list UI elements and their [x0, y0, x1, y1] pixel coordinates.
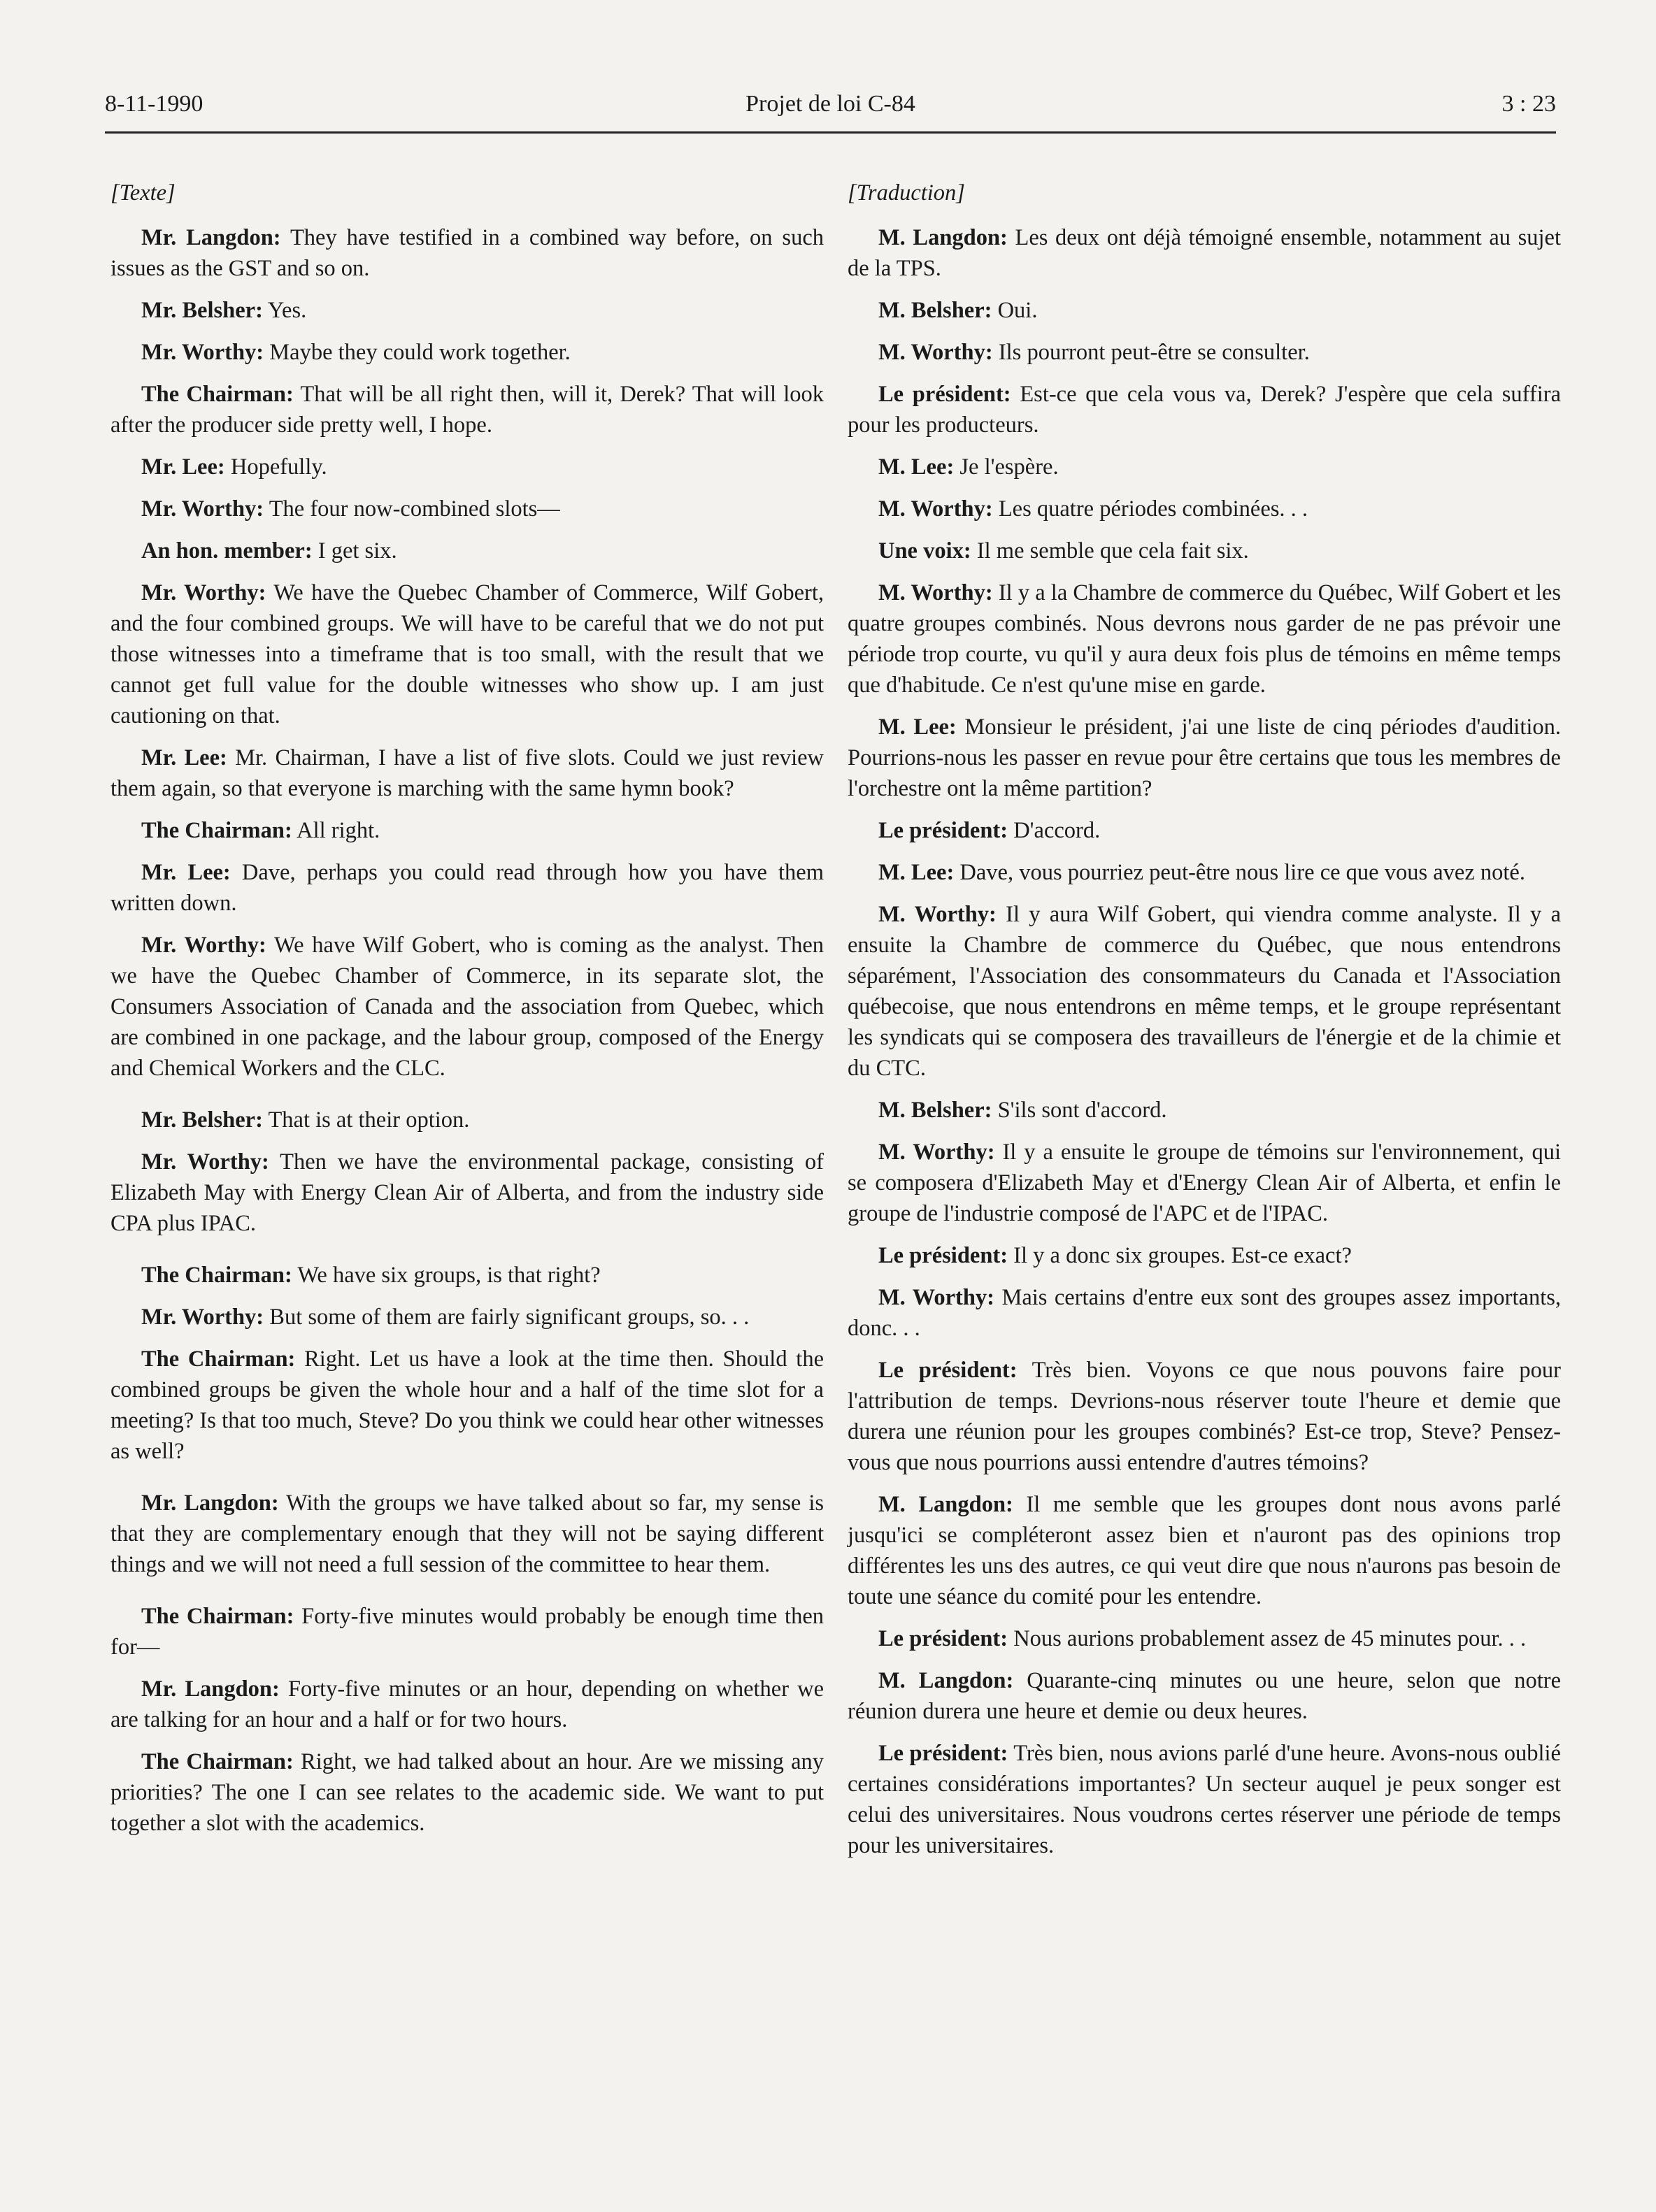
speech-text: Dave, perhaps you could read through how you have them written down.: [110, 860, 825, 916]
speech-text: All right.: [297, 818, 380, 843]
transcript-paragraph: [848, 1095, 1561, 1126]
language-tag: [Texte]: [110, 180, 176, 206]
speech-text: Nous aurions probablement assez de 45 minutes pour. . .: [1013, 1626, 1527, 1651]
header-page-number: 3 : 23: [1501, 91, 1556, 117]
speech-text: Forty-five minutes would probably be enough time then for—: [110, 1604, 824, 1660]
speaker-name: Le président:: [878, 1243, 1008, 1268]
speech-text: Très bien, nous avions parlé d'une heure. Avons-nous oublié certaines considérations importantes? Un secteur auquel je peux songer est celui des universitaires. Nous voudrons certes réserver une période de temps pour les universitaires.: [848, 1741, 1561, 1858]
speech-text: Forty-five minutes or an hour, depending on whether we are talking for an hour and a half or for two hours.: [110, 1676, 825, 1732]
speaker-name: Mr. Worthy:: [141, 933, 266, 958]
speaker-name: The Chairman:: [141, 1604, 294, 1629]
transcript-paragraph: [848, 452, 1561, 482]
speech-text: Je l'espère.: [959, 454, 1059, 480]
speech-text: Monsieur le président, j'ai une liste de cinq périodes d'audition. Pourrions-nous les passer en revue pour être certains que tous les membres de l'orchestre ont la même partition?: [848, 714, 1562, 801]
speaker-name: M. Lee:: [878, 454, 955, 480]
speaker-name: M. Langdon:: [878, 1668, 1014, 1693]
speech-text: Right, we had talked about an hour. Are we missing any priorities? The one I can see relates to the academic side. We want to put together a slot with the academics.: [110, 1749, 825, 1836]
speaker-name: Une voix:: [878, 538, 971, 563]
transcript-paragraph: [110, 857, 824, 919]
speaker-name: Mr. Langdon:: [141, 1491, 279, 1516]
speaker-name: M. Belsher:: [878, 1098, 992, 1123]
speech-text: We have the Quebec Chamber of Commerce, Wilf Gobert, and the four combined groups. We will have to be careful that we do not put those witnesses into a timeframe that is too small, with the result that we cannot get full value for the double witnesses who show up. I am just cautioning on that.: [110, 580, 824, 728]
language-tag: [Traduction]: [848, 180, 965, 206]
speaker-name: M. Langdon:: [878, 1492, 1013, 1517]
transcript-paragraph: [110, 494, 824, 524]
speaker-name: The Chairman:: [141, 1346, 296, 1372]
speech-text: They have testified in a combined way before, on such issues as the GST and so on.: [110, 225, 824, 281]
transcript-paragraph: [110, 536, 824, 566]
page-header: [105, 91, 1556, 134]
speech-text: The four now-combined slots—: [269, 496, 560, 522]
transcript-paragraph: [110, 222, 824, 284]
speaker-name: M. Worthy:: [878, 496, 993, 522]
transcript-paragraph: [110, 1601, 824, 1662]
speech-text: Les deux ont déjà témoigné ensemble, notamment au sujet de la TPS.: [848, 225, 1561, 281]
speech-text: We have Wilf Gobert, who is coming as the analyst. Then we have the Quebec Chamber of Commerce, in its separate slot, the Consumers Association of Canada and the association from Quebec, which are combined in one package, and the labour group, composed of the Energy and Chemical Workers and the CLC.: [110, 933, 824, 1081]
transcript-paragraph: [848, 1137, 1561, 1229]
speaker-name: Mr. Lee:: [141, 454, 225, 480]
speaker-name: Le président:: [878, 1741, 1008, 1766]
speech-text: That is at their option.: [268, 1107, 470, 1133]
transcript-paragraph: [848, 712, 1561, 804]
speaker-name: Mr. Worthy:: [141, 340, 264, 365]
speech-text: Right. Let us have a look at the time then. Should the combined groups be given the whole hour and a half of the time slot for a meeting? Is that too much, Steve? Do you think we could hear other witnesses as well?: [110, 1346, 825, 1464]
transcript-paragraph: [110, 337, 824, 368]
transcript-paragraph: [110, 742, 824, 804]
speaker-name: M. Lee:: [878, 860, 955, 885]
speech-text: Les quatre périodes combinées. . .: [998, 496, 1308, 522]
speech-text: D'accord.: [1013, 818, 1101, 843]
transcript-paragraph: [848, 1282, 1561, 1344]
transcript-paragraph: [110, 1488, 824, 1580]
transcript-paragraph: [848, 815, 1561, 846]
transcript-paragraph: [110, 1746, 824, 1839]
transcript-paragraph: [110, 815, 824, 846]
speaker-name: M. Worthy:: [878, 340, 993, 365]
speech-text: Hopefully.: [230, 454, 327, 480]
speech-text: Dave, vous pourriez peut-être nous lire ce que vous avez noté.: [959, 860, 1525, 885]
speech-text: Il y aura Wilf Gobert, qui viendra comme analyste. Il y a ensuite la Chambre de commerce du Québec, que nous entendrons séparément, l'Association des consommateurs du Canada et l'Association québecoise, que nous entendrons en même temps, et le groupe représentant les syndicats qui se composera des travailleurs de l'énergie et de la chimie et du CTC.: [848, 902, 1561, 1081]
transcript-paragraph: [848, 1240, 1561, 1271]
transcript-paragraph: [848, 1738, 1561, 1861]
transcript-paragraph: [848, 1489, 1561, 1612]
transcript-paragraph: [110, 379, 824, 440]
transcript-paragraph: [848, 295, 1561, 326]
transcript-paragraph: [848, 577, 1561, 701]
transcript-paragraph: [848, 379, 1561, 440]
speaker-name: M. Worthy:: [878, 902, 997, 927]
transcript-paragraph: [848, 1623, 1561, 1654]
speech-text: Il y a donc six groupes. Est-ce exact?: [1013, 1243, 1352, 1268]
french-column: [848, 175, 1561, 1872]
speaker-name: Mr. Langdon:: [141, 1676, 280, 1702]
speaker-name: M. Belsher:: [878, 298, 992, 323]
transcript-paragraph: [848, 494, 1561, 524]
speech-text: Mr. Chairman, I have a list of five slots. Could we just review them again, so that everyone is marching with the same hymn book?: [110, 745, 825, 801]
speaker-name: Le président:: [878, 382, 1011, 407]
speaker-name: The Chairman:: [141, 818, 292, 843]
speech-text: That will be all right then, will it, Derek? That will look after the producer side pretty well, I hope.: [110, 382, 824, 438]
transcript-paragraph: [848, 899, 1561, 1084]
speech-text: Il y a ensuite le groupe de témoins sur l'environnement, qui se composera d'Elizabeth May et d'Energy Clean Air of Alberta, et enfin le groupe de l'industrie composé de l'APC et de l'IPAC.: [848, 1140, 1561, 1226]
speaker-name: Le président:: [878, 818, 1008, 843]
speech-text: We have six groups, is that right?: [297, 1263, 601, 1288]
speaker-name: Mr. Langdon:: [141, 225, 281, 250]
transcript-paragraph: [110, 930, 824, 1084]
speaker-name: M. Langdon:: [878, 225, 1008, 250]
speaker-name: M. Lee:: [878, 714, 957, 740]
speaker-name: Le président:: [878, 1358, 1018, 1383]
speaker-name: Mr. Belsher:: [141, 298, 263, 323]
speaker-name: M. Worthy:: [878, 580, 993, 605]
speech-text: Très bien. Voyons ce que nous pouvons faire pour l'attribution de temps. Devrions-nous réserver toute l'heure et demie que durera une réunion pour les groupes combinés? Est-ce trop, Steve? Pensez-vous que nous pourrions aussi entendre d'autres témoins?: [848, 1358, 1561, 1475]
transcript-paragraph: [848, 222, 1561, 284]
speech-text: With the groups we have talked about so far, my sense is that they are complementary enough that they will not be saying different things and we will not need a full session of the committee to hear them.: [110, 1491, 824, 1577]
speech-text: Yes.: [267, 298, 307, 323]
english-column: [110, 175, 824, 1850]
speaker-name: Mr. Belsher:: [141, 1107, 263, 1133]
transcript-paragraph: [848, 1355, 1561, 1478]
transcript-paragraph: [110, 1674, 824, 1735]
transcript-paragraph: [110, 577, 824, 731]
transcript-paragraph: [848, 536, 1561, 566]
transcript-paragraph: [848, 337, 1561, 368]
speaker-name: Le président:: [878, 1626, 1008, 1651]
speaker-name: Mr. Lee:: [141, 860, 231, 885]
speech-text: I get six.: [317, 538, 397, 563]
speech-text: Il me semble que cela fait six.: [976, 538, 1249, 563]
transcript-paragraph: [110, 1302, 824, 1333]
speaker-name: M. Worthy:: [878, 1285, 994, 1310]
speech-text: But some of them are fairly significant groups, so. . .: [269, 1305, 750, 1330]
speech-text: Maybe they could work together.: [269, 340, 571, 365]
speech-text: Quarante-cinq minutes ou une heure, selon que notre réunion durera une heure et demie ou deux heures.: [848, 1668, 1561, 1724]
transcript-paragraph: [848, 857, 1561, 888]
transcript-paragraph: [848, 1665, 1561, 1727]
speaker-name: The Chairman:: [141, 382, 294, 407]
speaker-name: Mr. Worthy:: [141, 1305, 264, 1330]
speaker-name: Mr. Worthy:: [141, 580, 266, 605]
speech-text: Il me semble que les groupes dont nous avons parlé jusqu'ici se compléteront assez bien et n'auront pas des opinions trop différentes les uns des autres, ce qui veut dire que nous n'aurons pas besoin de toute une séance du comité pour les entendre.: [848, 1492, 1561, 1609]
speech-text: S'ils sont d'accord.: [997, 1098, 1167, 1123]
speech-text: Oui.: [997, 298, 1038, 323]
transcript-paragraph: [110, 1344, 824, 1467]
speech-text: Ils pourront peut-être se consulter.: [998, 340, 1310, 365]
speech-text: Il y a la Chambre de commerce du Québec, Wilf Gobert et les quatre groupes combinés. Nous devrons nous garder de ne pas prévoir une période trop courte, vu qu'il y aura deux fois plus de témoins en même temps que d'habitude. Ce n'est qu'une mise en garde.: [848, 580, 1561, 698]
speaker-name: Mr. Worthy:: [141, 1149, 269, 1175]
speaker-name: An hon. member:: [141, 538, 313, 563]
header-date: 8-11-1990: [105, 91, 204, 117]
speaker-name: Mr. Lee:: [141, 745, 227, 770]
transcript-paragraph: [110, 1260, 824, 1291]
speech-text: Mais certains d'entre eux sont des groupes assez importants, donc. . .: [848, 1285, 1561, 1341]
transcript-paragraph: [110, 295, 824, 326]
speaker-name: The Chairman:: [141, 1263, 292, 1288]
speaker-name: M. Worthy:: [878, 1140, 995, 1165]
speaker-name: Mr. Worthy:: [141, 496, 264, 522]
header-title: Projet de loi C-84: [745, 91, 915, 117]
speech-text: Then we have the environmental package, consisting of Elizabeth May with Energy Clean Air of Alberta, and from the industry side CPA plus IPAC.: [110, 1149, 824, 1236]
transcript-paragraph: [110, 452, 824, 482]
speech-text: Est-ce que cela vous va, Derek? J'espère que cela suffira pour les producteurs.: [848, 382, 1561, 438]
speaker-name: The Chairman:: [141, 1749, 294, 1774]
transcript-paragraph: [110, 1105, 824, 1135]
transcript-paragraph: [110, 1147, 824, 1239]
